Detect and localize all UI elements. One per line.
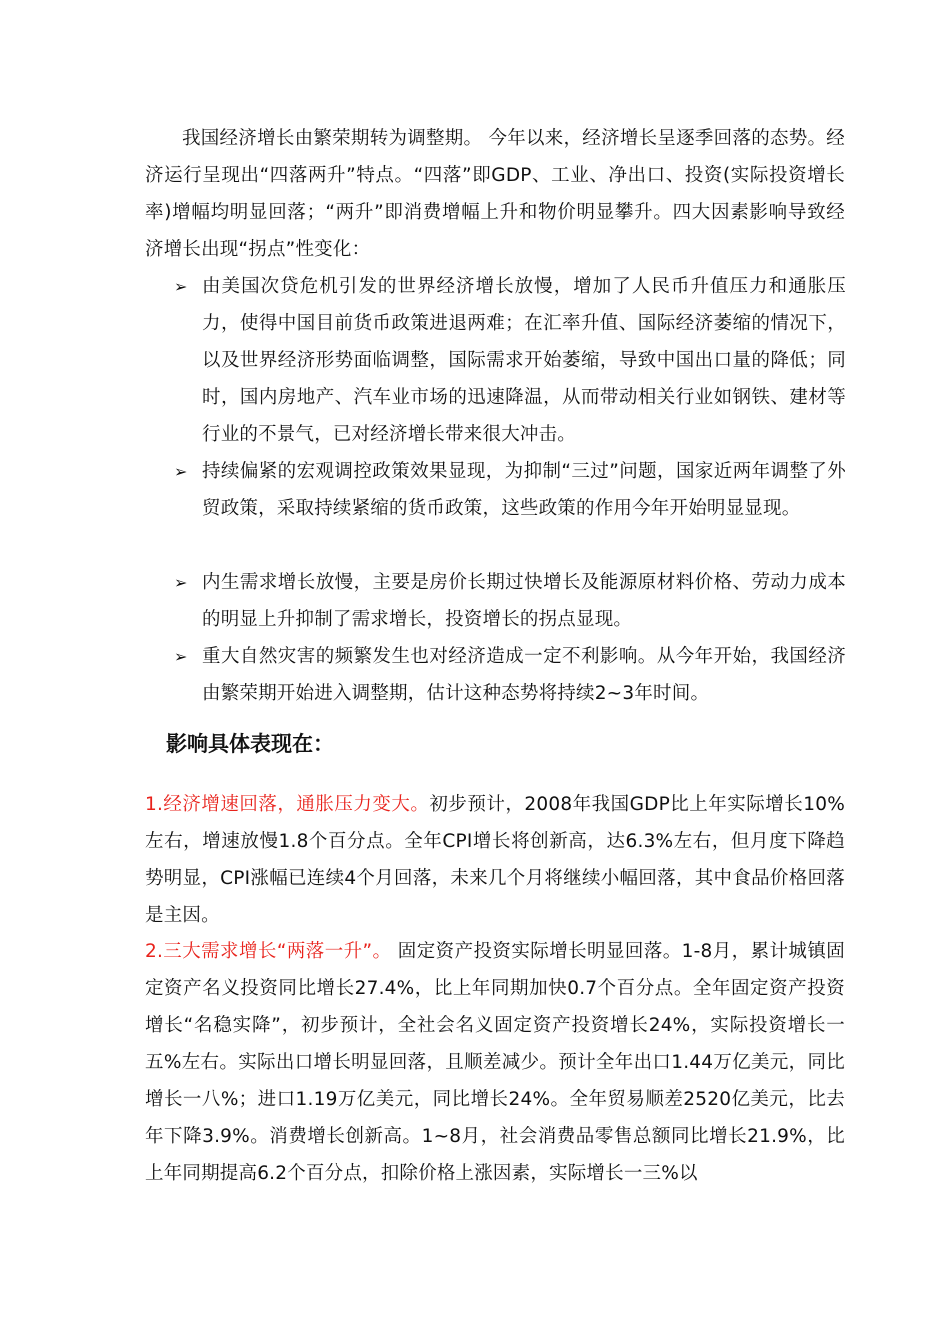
- section-title-2: 2.三大需求增长“两落一升”。: [145, 941, 392, 962]
- bullet-text: 重大自然灾害的频繁发生也对经济造成一定不利影响。从今年开始，我国经济由繁荣期开始进入调整期，估计这种态势将持续2~3年时间。: [202, 646, 846, 704]
- section-heading: 影响具体表现在：: [166, 732, 334, 756]
- bullet-item: [174, 453, 846, 527]
- bullet-text: 由美国次贷危机引发的世界经济增长放慢，增加了人民币升值压力和通胀压力，使得中国目前货币政策进退两难；在汇率升值、国际经济萎缩的情况下，以及世界经济形势面临调整，国际需求开始萎缩，导致中国出口量的降低；同时，国内房地产、汽车业市场的迅速降温，从而带动相关行业如钢铁、建材等行业的不景气，已对经济增长带来很大冲击。: [202, 276, 846, 445]
- bullet-arrow-icon: ➢: [174, 277, 188, 296]
- bullet-text: 内生需求增长放慢，主要是房价长期过快增长及能源原材料价格、劳动力成本的明显上升抑制了需求增长，投资增长的拐点显现。: [202, 572, 846, 630]
- bullet-item: [174, 564, 846, 638]
- section-body-1: 初步预计，2008年我国GDP比上年实际增长10%左右，增速放慢1.8个百分点。全年CPI增长将创新高，达6.3%左右，但月度下降趋势明显，CPI涨幅已连续4个月回落，未来几个月将继续小幅回落，其中食品价格回落是主因。: [145, 794, 845, 926]
- section-body-2: 固定资产投资实际增长明显回落。1-8月，累计城镇固定资产名义投资同比增长27.4%，比上年同期加快0.7个百分点。全年固定资产投资增长“名稳实降”，初步预计，全社会名义固定资产投资增长24%，实际投资增长一五%左右。实际出口增长明显回落，且顺差减少。预计全年出口1.44万亿美元，同比增长一八%；进口1.19万亿美元，同比增长24%。全年贸易顺差2520亿美元，比去年下降3.9%。消费增长创新高。1~8月，社会消费品零售总额同比增长21.9%，比上年同期提高6.2个百分点，扣除价格上涨因素，实际增长一三%以: [145, 941, 845, 1184]
- section-paragraph-2: [145, 933, 845, 1192]
- section-paragraph-1: [145, 786, 845, 934]
- bullet-arrow-icon: ➢: [174, 462, 188, 481]
- section-title-1: 1.经济增速回落，通胀压力变大。: [145, 794, 430, 815]
- bullet-text: 持续偏紧的宏观调控政策效果显现，为抑制“三过”问题，国家近两年调整了外贸政策，采取持续紧缩的货币政策，这些政策的作用今年开始明显显现。: [202, 461, 846, 519]
- bullet-item: [174, 268, 846, 453]
- intro-paragraph: 我国经济增长由繁荣期转为调整期。 今年以来，经济增长呈逐季回落的态势。经济运行呈现出“四落两升”特点。“四落”即GDP、工业、净出口、投资(实际投资增长率)增幅均明显回落；“两升”即消费增幅上升和物价明显攀升。四大因素影响导致经济增长出现“拐点”性变化：: [145, 128, 845, 260]
- bullet-arrow-icon: ➢: [174, 647, 188, 666]
- bullet-item: [174, 638, 846, 712]
- bullet-arrow-icon: ➢: [174, 573, 188, 592]
